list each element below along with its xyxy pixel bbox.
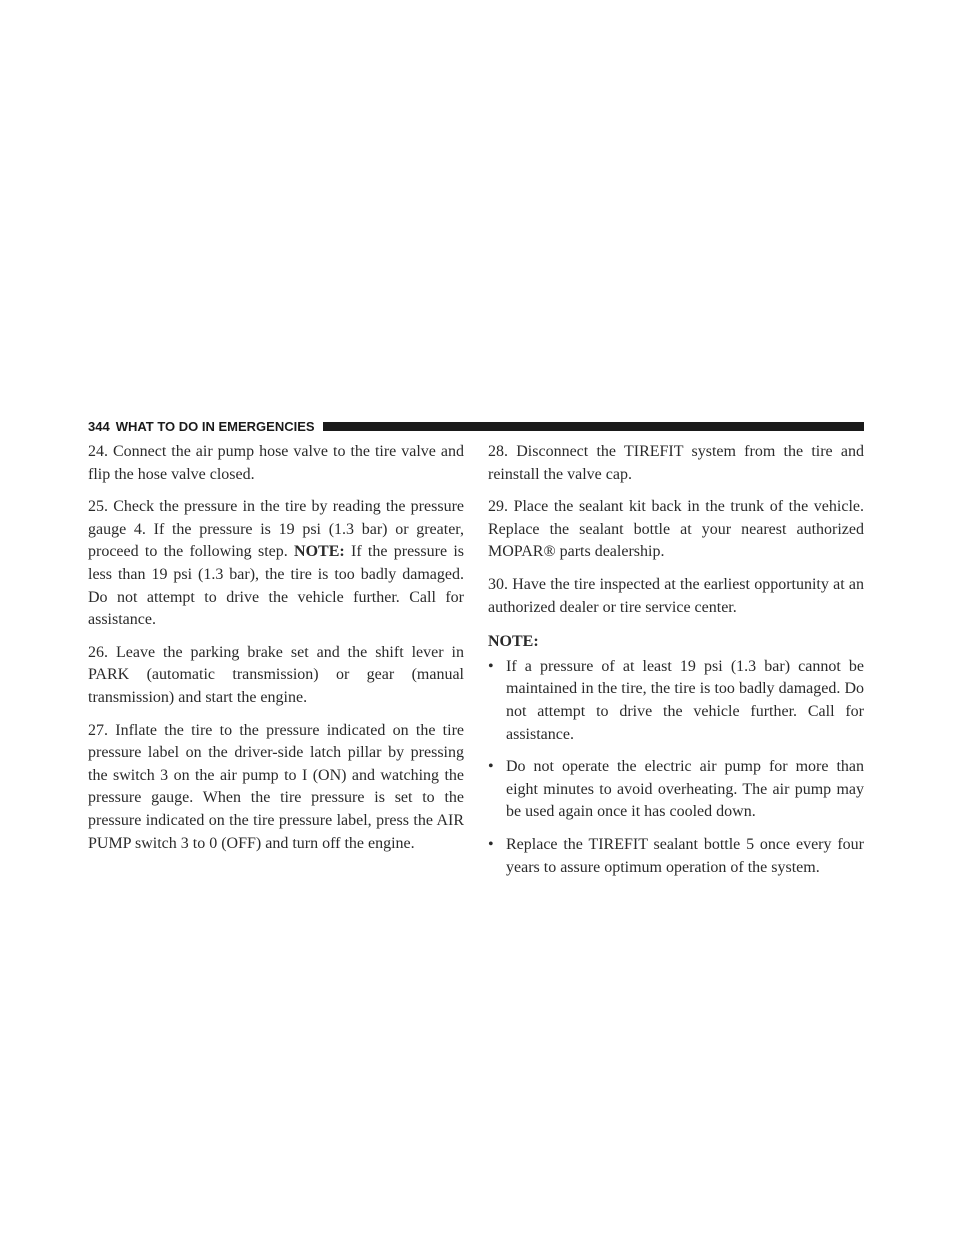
page-number: 344: [88, 418, 110, 434]
step-29: 29. Place the sealant kit back in the trunk of the vehicle. Replace the sealant bottle at your nearest authorized MOPAR® parts dealership.: [488, 498, 864, 561]
note-list: [488, 656, 864, 879]
step-30: 30. Have the tire inspected at the earliest opportunity at an authorized dealer or tire service center.: [488, 575, 864, 616]
note-item: [488, 834, 864, 879]
step-25: [88, 496, 464, 632]
step-27: 27. Inflate the tire to the pressure indicated on the tire pressure label on the driver-side latch pillar by pressing the switch 3 on the air pump to I (ON) and watching the pressure gauge. When the tire pressure is set to the pressure indicated on the tire pressure label, press the AIR PUMP switch 3 to 0 (OFF) and turn off the engine.: [88, 721, 464, 852]
note-text: If a pressure of at least 19 psi (1.3 bar) cannot be maintained in the tire, the tire is too badly damaged. Do not attempt to drive the vehicle further. Call for assistance.: [506, 657, 864, 743]
step-26: 26. Leave the parking brake set and the shift lever in PARK (automatic transmission) or gear (manual transmission) and start the engine.: [88, 643, 464, 706]
note-item: [488, 756, 864, 824]
step-24: 24. Connect the air pump hose valve to the tire valve and flip the hose valve closed.: [88, 443, 464, 483]
left-column: [88, 441, 464, 865]
note-text: Replace the TIREFIT sealant bottle 5 once every four years to assure optimum operation of the system.: [506, 835, 864, 876]
bullet-icon: •: [488, 758, 494, 776]
step-25-note-label: NOTE:: [294, 543, 345, 561]
note-heading: NOTE:: [488, 633, 539, 651]
header-rule: [323, 422, 864, 431]
right-column: [488, 441, 864, 889]
bullet-icon: •: [488, 657, 494, 675]
page-header: [88, 417, 864, 435]
note-text: Do not operate the electric air pump for more than eight minutes to avoid overheating. The air pump may be used again once it has cooled down.: [506, 758, 864, 821]
step-25-note-text: If the pressure is less than 19 psi (1.3 bar), the tire is too badly damaged. Do not attempt to drive the vehicle further. Call for assistance.: [88, 543, 465, 629]
note-item: [488, 656, 864, 746]
bullet-icon: •: [488, 835, 494, 853]
step-28: 28. Disconnect the TIREFIT system from the tire and reinstall the valve cap.: [488, 443, 864, 483]
step-25-text: 25. Check the pressure in the tire by reading the pressure gauge 4. If the pressure is 19 psi (1.3 bar) or greater, proceed to the following step.: [88, 498, 464, 561]
section-title: WHAT TO DO IN EMERGENCIES: [115, 418, 315, 434]
